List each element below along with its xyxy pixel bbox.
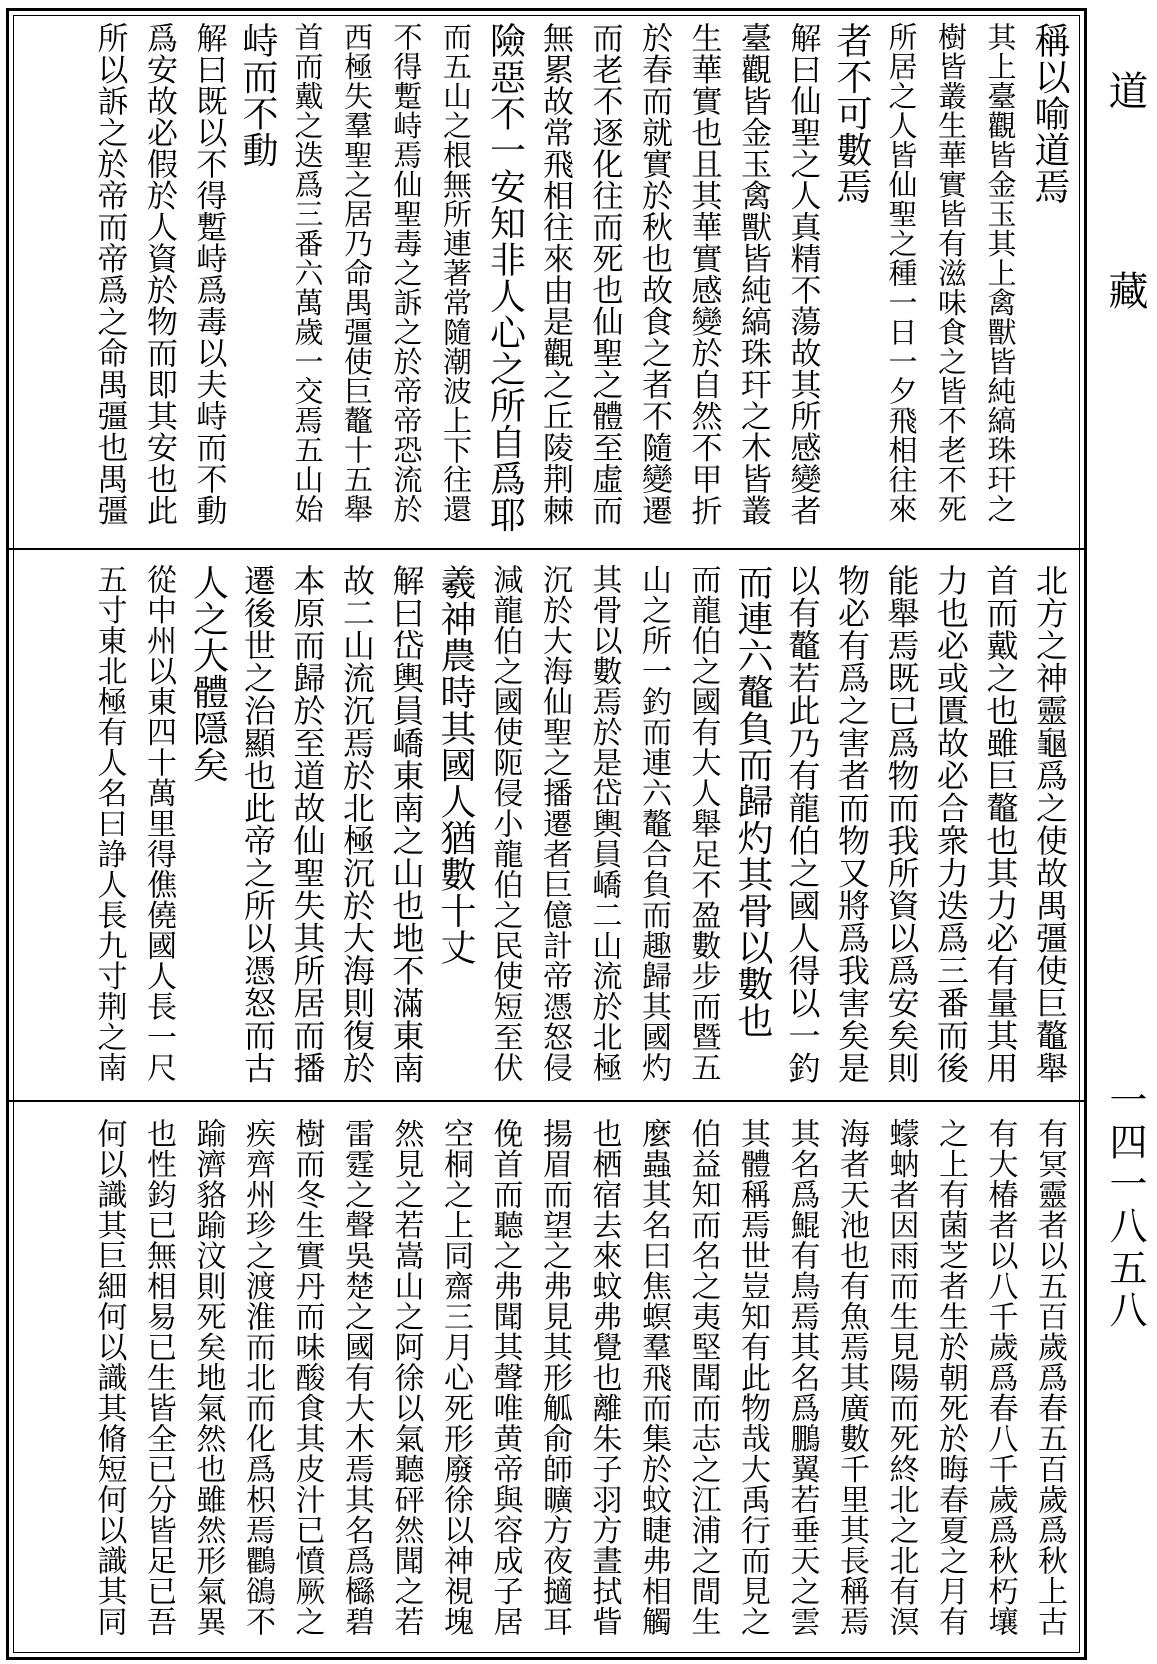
text-panel-top [22,22,1074,538]
text-column: 以有鼇若此乃有龍伯之國人得以一釣 [783,564,822,1084]
text-column: 所以訴之於帝而帝爲之命禺彊也禺彊 [91,22,128,526]
text-column: 踰濟貉踰汶則死矣地氣然也雖然形氣異 [190,1118,226,1637]
text-column: 爲安故必假於人資於物而即其安也此 [141,22,177,526]
text-column: 險惡不一安知非人心之所自爲耶 [484,22,526,533]
text-column: 人之大體隱矣 [187,564,229,783]
text-column: 也性鈞已無相易已生皆全已分皆足已吾 [141,1118,176,1637]
text-column: 稱以喻道焉 [1029,22,1070,205]
margin-title-char-2: 藏 [1102,270,1148,310]
text-column: 揚眉而望之弗見其形觚俞師曠方夜擿耳 [537,1118,572,1637]
text-column: 伯益知而名之夷堅聞而志之江浦之間生 [685,1118,721,1637]
page-number: 一四一八五八 [1103,1080,1147,1332]
text-column: 五寸東北極有人名曰諍人長九寸荆之南 [91,564,127,1083]
text-column: 山之所一釣而連六鼇合負而趣歸其國灼 [636,564,671,1083]
text-column: 沉於大海仙聖之播遷者巨億計帝憑怒侵 [537,564,572,1083]
margin-title-char-1: 道 [1102,70,1148,110]
text-column: 麼蟲其名曰焦螟羣飛而集於蚊睫弗相觸 [636,1118,671,1637]
text-panel-middle [22,564,1074,1090]
text-column: 者不可數焉 [831,22,872,205]
text-column: 本原而歸於至道故仙聖失其所居而播 [288,564,327,1084]
text-column: 能舉焉既已爲物而我所資以爲安矣則 [882,564,921,1084]
text-column: 減龍伯之國使阨侵小龍伯之民使短至伏 [487,564,523,1083]
text-column: 疾齊州珍之渡淮而北而化爲枳焉鸜鵒不 [240,1118,275,1637]
text-column: 臺觀皆金玉禽獸皆純縞珠玕之木皆叢 [735,22,771,526]
text-column: 所居之人皆仙聖之種一日一夕飛相往來 [884,22,919,524]
text-panel-bottom [22,1118,1074,1648]
text-column: 峙而不動 [237,22,278,168]
text-column: 之上有菌芝者生於朝死於晦春夏之月有 [933,1118,968,1637]
text-column: 海者天池也有魚焉其廣數千里其長稱焉 [834,1118,869,1637]
text-column: 從中州以東四十萬里得僬僥國人長一尺 [141,564,176,1083]
text-column: 而連六鼇負而歸灼其骨以數也 [732,564,773,1039]
text-column: 北方之神靈龜爲之使故禺彊使巨鼇舉 [1031,564,1069,1084]
text-column: 無累故常飛相往來由是觀之丘陵荆棘 [537,22,573,526]
column-group [22,1118,1074,1648]
text-column: 有冥靈者以五百歲爲春五百歲爲秋上古 [1032,1118,1067,1637]
text-column: 雷霆之聲吳楚之國有大木焉其名爲櫾碧 [339,1118,374,1637]
text-column: 也栖宿去來蚊弗覺也離朱子羽方晝拭眥 [586,1118,622,1637]
text-column: 蠓蚋者因雨而生見陽而死終北之北有溟 [883,1118,919,1637]
text-column: 生華實也且其華實感變於自然不甲折 [685,22,722,526]
text-column: 其上臺觀皆金玉其上禽獸皆純縞珠玕之 [983,22,1018,524]
text-column: 而五山之根無所連著常隨潮波上下往還 [439,22,473,524]
text-column: 俛首而聽之弗聞其聲唯黄帝與容成子居 [487,1118,523,1637]
text-column: 而老不逐化往而死也仙聖之體至虛而 [586,22,623,526]
text-column: 羲神農時其國人猶數十丈 [435,564,476,966]
text-column: 首而戴之迭爲三番六萬歲一交焉五山始 [290,22,325,524]
text-column: 遷後世之治顯也此帝之所以憑怒而古 [239,564,277,1084]
panel-divider-2 [6,1100,1087,1102]
text-column: 物必有爲之害者而物又將爲我害矣是 [833,564,871,1084]
text-column: 首而戴之也雖巨鼇也其力必有量其用 [981,564,1020,1084]
text-column: 力也必或匱故必合衆力迭爲三番而後 [932,564,970,1084]
text-column: 而龍伯之國有大人舉足不盈數步而暨五 [685,564,721,1083]
column-group [22,22,1074,538]
text-column: 然見之若嵩山之阿徐以氣聽砰然聞之若 [388,1118,424,1637]
text-column: 解曰既以不得蹔峙爲毒以夫峙而不動 [190,22,227,526]
text-column: 樹而冬生實丹而味酸食其皮汁已憤厥之 [289,1118,325,1637]
text-column: 解曰仙聖之人真精不蕩故其所感變者 [784,22,821,526]
text-column: 樹皆叢生華實皆有滋味食之皆不老不死 [934,22,968,524]
text-column: 其名爲鯤有鳥焉其名爲鵬翼若垂天之雲 [784,1118,820,1637]
text-column: 何以識其巨細何以識其脩短何以識其同 [91,1118,127,1637]
text-column: 空桐之上同齋三月心死形廢徐以神視塊 [438,1118,473,1637]
text-column: 西極失羣聖之居乃命禺彊使巨鼇十五舉 [340,22,374,524]
text-column: 解曰岱輿員嶠東南之山也地不滿東南 [387,564,426,1084]
text-column: 不得蹔峙焉仙聖毒之訴之於帝帝恐流於 [389,22,424,524]
panel-divider-1 [6,548,1087,550]
text-column: 其體稱焉世豈知有此物哉大禹行而見之 [735,1118,770,1637]
text-column: 於春而就實於秋也故食之者不隨變遷 [636,22,672,526]
text-column: 其骨以數焉於是岱輿員嶠二山流於北極 [586,564,622,1083]
column-group [22,564,1074,1090]
text-column: 故二山流沉焉於北極沉於大海則復於 [338,564,376,1084]
text-column: 有大椿者以八千歲爲春八千歲爲秋朽壤 [982,1118,1018,1637]
